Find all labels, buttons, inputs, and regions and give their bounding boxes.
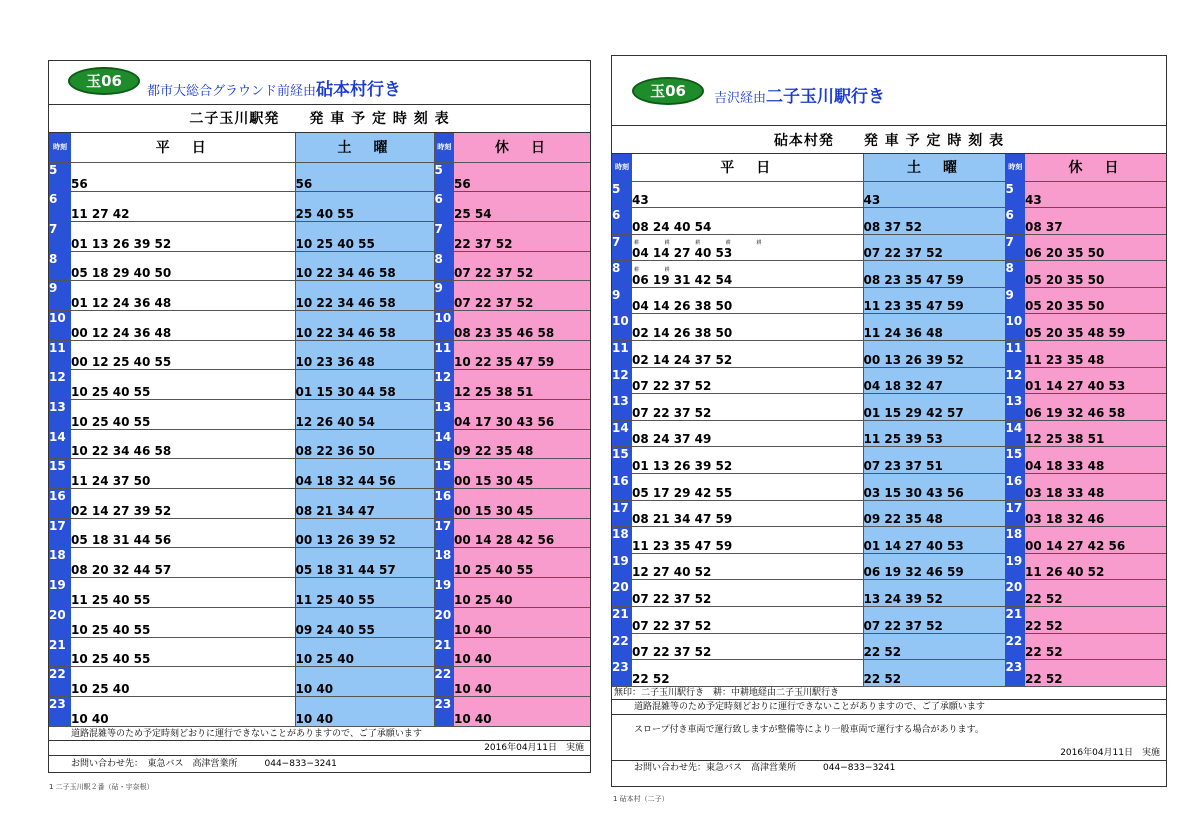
table-row <box>612 181 1166 208</box>
saturday-minutes: 11 25 40 55 <box>295 578 434 608</box>
hour-cell: 9 <box>612 287 632 314</box>
hour-cell: 9 <box>49 281 71 311</box>
hour-cell: 23 <box>49 696 71 726</box>
hour-cell: 11 <box>434 340 454 370</box>
saturday-minutes: 12 26 40 54 <box>295 400 434 430</box>
hour-cell: 18 <box>1005 527 1025 554</box>
hour-header: 時刻 <box>612 154 632 181</box>
hour-cell: 15 <box>434 459 454 489</box>
hour-cell: 7 <box>49 221 71 251</box>
holiday-minutes: 12 25 38 51 <box>454 370 590 400</box>
table-row <box>612 367 1166 394</box>
weekday-minutes: 08 24 37 49 <box>632 420 863 447</box>
holiday-minutes: 05 20 35 50 <box>1025 261 1166 288</box>
holiday-minutes: 00 14 28 42 56 <box>454 518 590 548</box>
weekday-minutes: 11 27 42 <box>71 192 295 222</box>
holiday-minutes: 22 52 <box>1025 607 1166 634</box>
route-badge: 玉06 <box>68 67 140 95</box>
hour-cell: 16 <box>1005 474 1025 501</box>
table-row <box>612 420 1166 447</box>
holiday-minutes: 01 14 27 40 53 <box>1025 367 1166 394</box>
delay-note: 道路混雑等のため予定時刻どおりに運行できないことがありますので、ご了承願います <box>612 700 1166 715</box>
table-row <box>49 607 590 637</box>
effective-date: 2016年04月11日 実施 <box>612 745 1166 761</box>
delay-note: 道路混雑等のため予定時刻どおりに運行できないことがありますので、ご了承願います <box>49 727 590 741</box>
hour-cell: 19 <box>1005 553 1025 580</box>
table-row <box>612 580 1166 607</box>
hour-cell: 20 <box>434 607 454 637</box>
saturday-minutes: 10 25 40 55 <box>295 221 434 251</box>
table-row <box>49 429 590 459</box>
saturday-minutes: 01 15 29 42 57 <box>863 394 1005 421</box>
holiday-minutes: 10 40 <box>454 637 590 667</box>
holiday-header: 休 日 <box>1025 154 1166 181</box>
weekday-minutes <box>632 261 863 288</box>
route-badge: 玉06 <box>632 77 704 105</box>
hour-cell: 13 <box>49 400 71 430</box>
hour-cell: 15 <box>1005 447 1025 474</box>
hour-cell: 12 <box>434 370 454 400</box>
saturday-minutes: 01 15 30 44 58 <box>295 370 434 400</box>
weekday-minutes: 07 22 37 52 <box>632 633 863 660</box>
saturday-minutes: 07 22 37 52 <box>863 234 1005 261</box>
hour-cell: 6 <box>434 192 454 222</box>
table-row <box>49 667 590 697</box>
holiday-minutes: 43 <box>1025 181 1166 208</box>
hour-cell: 18 <box>612 527 632 554</box>
hour-cell: 14 <box>434 429 454 459</box>
hour-cell: 5 <box>612 181 632 208</box>
contact-info: お問い合わせ先：東急バス 高津営業所 044−833−3241 <box>634 762 896 773</box>
holiday-minutes: 04 17 30 43 56 <box>454 400 590 430</box>
hour-cell: 19 <box>434 578 454 608</box>
weekday-minutes: 05 18 29 40 50 <box>71 251 295 281</box>
timetable-subtitle: 二子玉川駅発 発 車 予 定 時 刻 表 <box>49 105 590 133</box>
saturday-minutes: 07 23 37 51 <box>863 447 1005 474</box>
table-row <box>612 660 1166 687</box>
holiday-minutes: 05 20 35 48 59 <box>1025 314 1166 341</box>
effective-date: 2016年04月11日 実施 <box>49 741 590 756</box>
via-mark: 耕 耕 <box>634 266 682 273</box>
holiday-minutes: 10 40 <box>454 607 590 637</box>
weekday-minutes: 10 25 40 55 <box>71 637 295 667</box>
route-title-bar <box>612 56 1166 126</box>
weekday-minutes: 10 22 34 46 58 <box>71 429 295 459</box>
timetable-grid <box>612 154 1166 687</box>
table-row <box>49 459 590 489</box>
hour-cell: 22 <box>612 633 632 660</box>
holiday-minutes: 00 15 30 45 <box>454 459 590 489</box>
hour-cell: 9 <box>434 281 454 311</box>
hour-cell: 6 <box>612 208 632 235</box>
route-via: 都市大総合グラウンド前経由 <box>147 84 317 99</box>
saturday-minutes: 11 25 39 53 <box>863 420 1005 447</box>
route-via: 吉沢経由 <box>714 91 767 106</box>
saturday-minutes: 08 37 52 <box>863 208 1005 235</box>
weekday-minutes: 11 24 37 50 <box>71 459 295 489</box>
weekday-minutes: 08 21 34 47 59 <box>632 500 863 527</box>
hour-cell: 9 <box>1005 287 1025 314</box>
hour-cell: 8 <box>49 251 71 281</box>
timetable-subtitle: 砧本村発 発 車 予 定 時 刻 表 <box>612 126 1166 154</box>
table-row <box>612 500 1166 527</box>
weekday-minutes: 22 52 <box>632 660 863 687</box>
table-row <box>49 281 590 311</box>
weekday-minutes: 10 40 <box>71 696 295 726</box>
holiday-minutes: 10 25 40 55 <box>454 548 590 578</box>
hour-header: 時刻 <box>1005 154 1025 181</box>
hour-cell: 21 <box>612 607 632 634</box>
saturday-minutes: 03 15 30 43 56 <box>863 474 1005 501</box>
hour-cell: 13 <box>612 394 632 421</box>
holiday-minutes: 10 22 35 47 59 <box>454 340 590 370</box>
weekday-minutes: 10 25 40 55 <box>71 370 295 400</box>
table-row <box>612 474 1166 501</box>
hour-cell: 7 <box>434 221 454 251</box>
saturday-minutes: 10 22 34 46 58 <box>295 251 434 281</box>
hour-cell: 19 <box>49 578 71 608</box>
weekday-minutes: 07 22 37 52 <box>632 394 863 421</box>
table-row <box>49 696 590 726</box>
hour-cell: 12 <box>49 370 71 400</box>
hour-cell: 23 <box>1005 660 1025 687</box>
holiday-minutes: 12 25 38 51 <box>1025 420 1166 447</box>
holiday-minutes: 06 19 32 46 58 <box>1025 394 1166 421</box>
hour-cell: 20 <box>49 607 71 637</box>
hour-cell: 23 <box>434 696 454 726</box>
holiday-minutes: 08 37 <box>1025 208 1166 235</box>
weekday-minutes: 11 25 40 55 <box>71 578 295 608</box>
holiday-minutes: 00 15 30 45 <box>454 489 590 519</box>
holiday-minutes: 22 37 52 <box>454 221 590 251</box>
saturday-minutes: 05 18 31 44 57 <box>295 548 434 578</box>
route-destination: 砧本村行き <box>316 80 402 100</box>
hour-cell: 12 <box>1005 367 1025 394</box>
hour-cell: 5 <box>434 162 454 192</box>
saturday-minutes: 06 19 32 46 59 <box>863 553 1005 580</box>
holiday-minutes: 03 18 33 48 <box>1025 474 1166 501</box>
saturday-minutes: 25 40 55 <box>295 192 434 222</box>
hour-cell: 13 <box>1005 394 1025 421</box>
hour-cell: 18 <box>434 548 454 578</box>
table-row <box>612 314 1166 341</box>
table-row <box>49 637 590 667</box>
saturday-minutes: 08 22 36 50 <box>295 429 434 459</box>
weekday-minutes-text: 04 14 27 40 53 <box>632 246 733 261</box>
table-row <box>612 341 1166 368</box>
saturday-minutes: 00 13 26 39 52 <box>863 341 1005 368</box>
hour-cell: 16 <box>434 489 454 519</box>
weekday-header: 平 日 <box>71 133 295 162</box>
holiday-minutes: 56 <box>454 162 590 192</box>
hour-cell: 6 <box>1005 208 1025 235</box>
table-row <box>49 548 590 578</box>
table-row <box>49 489 590 519</box>
table-row <box>49 221 590 251</box>
hour-cell: 11 <box>1005 341 1025 368</box>
holiday-minutes: 22 52 <box>1025 580 1166 607</box>
page-label: 1 砧本村（二子） <box>613 795 669 803</box>
saturday-minutes: 04 18 32 47 <box>863 367 1005 394</box>
hour-cell: 14 <box>612 420 632 447</box>
holiday-minutes: 10 25 40 <box>454 578 590 608</box>
weekday-minutes: 10 25 40 55 <box>71 607 295 637</box>
legend-note: 無印：二子玉川駅行き 耕：中耕地経由二子玉川駅行き <box>612 687 1166 700</box>
hour-cell: 10 <box>1005 314 1025 341</box>
hour-cell: 20 <box>1005 580 1025 607</box>
holiday-minutes: 04 18 33 48 <box>1025 447 1166 474</box>
hour-cell: 21 <box>49 637 71 667</box>
weekday-minutes: 07 22 37 52 <box>632 607 863 634</box>
table-row <box>49 370 590 400</box>
weekday-minutes: 08 24 40 54 <box>632 208 863 235</box>
hour-cell: 5 <box>1005 181 1025 208</box>
hour-cell: 21 <box>1005 607 1025 634</box>
saturday-minutes: 10 22 34 46 58 <box>295 310 434 340</box>
table-row <box>49 192 590 222</box>
holiday-minutes: 25 54 <box>454 192 590 222</box>
saturday-minutes: 56 <box>295 162 434 192</box>
hour-cell: 22 <box>49 667 71 697</box>
hour-cell: 7 <box>612 234 632 261</box>
table-row <box>612 234 1166 261</box>
holiday-minutes: 07 22 37 52 <box>454 251 590 281</box>
hour-cell: 10 <box>612 314 632 341</box>
hour-cell: 17 <box>49 518 71 548</box>
route-heading <box>147 75 401 100</box>
hour-cell: 17 <box>434 518 454 548</box>
hour-cell: 12 <box>612 367 632 394</box>
hour-cell: 19 <box>612 553 632 580</box>
hour-cell: 22 <box>434 667 454 697</box>
weekday-minutes: 00 12 24 36 48 <box>71 310 295 340</box>
weekday-minutes: 01 12 24 36 48 <box>71 281 295 311</box>
saturday-minutes: 09 22 35 48 <box>863 500 1005 527</box>
weekday-minutes-text: 06 19 31 42 54 <box>632 272 733 287</box>
hour-cell: 13 <box>434 400 454 430</box>
timetable-kinutahonmura <box>611 55 1167 787</box>
hour-cell: 23 <box>612 660 632 687</box>
table-row <box>612 607 1166 634</box>
holiday-minutes: 05 20 35 50 <box>1025 287 1166 314</box>
slope-vehicle-notice: スロープ付き車両で運行致しますが整備等により一般車両で運行する場合があります。 <box>634 724 984 735</box>
saturday-minutes: 10 22 34 46 58 <box>295 281 434 311</box>
table-row <box>612 447 1166 474</box>
table-row <box>612 553 1166 580</box>
hour-cell: 22 <box>1005 633 1025 660</box>
timetable-futakotamagawa <box>48 60 591 773</box>
table-row <box>49 251 590 281</box>
table-row <box>49 310 590 340</box>
table-row <box>49 400 590 430</box>
holiday-minutes: 10 40 <box>454 667 590 697</box>
weekday-minutes: 10 25 40 55 <box>71 400 295 430</box>
weekday-minutes: 05 17 29 42 55 <box>632 474 863 501</box>
hour-header: 時刻 <box>434 133 454 162</box>
saturday-minutes: 10 40 <box>295 696 434 726</box>
table-row <box>612 287 1166 314</box>
hour-cell: 8 <box>612 261 632 288</box>
hour-cell: 20 <box>612 580 632 607</box>
holiday-minutes: 11 26 40 52 <box>1025 553 1166 580</box>
holiday-minutes: 07 22 37 52 <box>454 281 590 311</box>
timetable-grid <box>49 133 590 727</box>
weekday-minutes: 04 14 26 38 50 <box>632 287 863 314</box>
hour-header: 時刻 <box>49 133 71 162</box>
hour-cell: 10 <box>49 310 71 340</box>
table-row <box>49 340 590 370</box>
holiday-header: 休 日 <box>454 133 590 162</box>
hour-cell: 11 <box>612 341 632 368</box>
holiday-minutes: 08 23 35 46 58 <box>454 310 590 340</box>
holiday-minutes: 22 52 <box>1025 660 1166 687</box>
table-row <box>49 578 590 608</box>
weekday-header: 平 日 <box>632 154 863 181</box>
hour-cell: 5 <box>49 162 71 192</box>
page-label: 1 二子玉川駅２番（砧・宇奈根） <box>49 783 154 791</box>
holiday-minutes: 03 18 32 46 <box>1025 500 1166 527</box>
table-row <box>612 261 1166 288</box>
table-row <box>49 162 590 192</box>
hour-cell: 14 <box>1005 420 1025 447</box>
saturday-minutes: 10 25 40 <box>295 637 434 667</box>
hour-cell: 14 <box>49 429 71 459</box>
saturday-minutes: 04 18 32 44 56 <box>295 459 434 489</box>
saturday-minutes: 11 23 35 47 59 <box>863 287 1005 314</box>
hour-cell: 21 <box>434 637 454 667</box>
weekday-minutes: 10 25 40 <box>71 667 295 697</box>
table-row <box>612 394 1166 421</box>
holiday-minutes: 09 22 35 48 <box>454 429 590 459</box>
holiday-minutes: 11 23 35 48 <box>1025 341 1166 368</box>
weekday-minutes: 56 <box>71 162 295 192</box>
saturday-minutes: 10 23 36 48 <box>295 340 434 370</box>
table-row <box>612 633 1166 660</box>
hour-cell: 11 <box>49 340 71 370</box>
weekday-minutes: 01 13 26 39 52 <box>632 447 863 474</box>
table-row <box>612 208 1166 235</box>
weekday-minutes: 07 22 37 52 <box>632 367 863 394</box>
holiday-minutes: 22 52 <box>1025 633 1166 660</box>
holiday-minutes: 00 14 27 42 56 <box>1025 527 1166 554</box>
weekday-minutes <box>632 234 863 261</box>
holiday-minutes: 10 40 <box>454 696 590 726</box>
table-row <box>612 527 1166 554</box>
hour-cell: 15 <box>49 459 71 489</box>
hour-cell: 18 <box>49 548 71 578</box>
weekday-minutes: 11 23 35 47 59 <box>632 527 863 554</box>
saturday-minutes: 43 <box>863 181 1005 208</box>
weekday-minutes: 07 22 37 52 <box>632 580 863 607</box>
weekday-minutes: 43 <box>632 181 863 208</box>
hour-cell: 10 <box>434 310 454 340</box>
weekday-minutes: 05 18 31 44 56 <box>71 518 295 548</box>
via-mark: 耕 耕 耕 耕 耕 <box>634 240 774 247</box>
saturday-minutes: 00 13 26 39 52 <box>295 518 434 548</box>
saturday-minutes: 10 40 <box>295 667 434 697</box>
hour-cell: 8 <box>1005 261 1025 288</box>
weekday-minutes: 02 14 27 39 52 <box>71 489 295 519</box>
hour-cell: 8 <box>434 251 454 281</box>
route-title-bar <box>49 61 590 105</box>
saturday-minutes: 01 14 27 40 53 <box>863 527 1005 554</box>
hour-cell: 15 <box>612 447 632 474</box>
hour-cell: 6 <box>49 192 71 222</box>
hour-cell: 16 <box>612 474 632 501</box>
weekday-minutes: 00 12 25 40 55 <box>71 340 295 370</box>
hour-cell: 7 <box>1005 234 1025 261</box>
holiday-minutes: 06 20 35 50 <box>1025 234 1166 261</box>
weekday-minutes: 12 27 40 52 <box>632 553 863 580</box>
saturday-minutes: 08 21 34 47 <box>295 489 434 519</box>
weekday-minutes: 01 13 26 39 52 <box>71 221 295 251</box>
route-heading <box>714 82 885 107</box>
hour-cell: 16 <box>49 489 71 519</box>
saturday-minutes: 07 22 37 52 <box>863 607 1005 634</box>
saturday-header: 土 曜 <box>295 133 434 162</box>
saturday-minutes: 11 24 36 48 <box>863 314 1005 341</box>
saturday-minutes: 22 52 <box>863 660 1005 687</box>
saturday-minutes: 22 52 <box>863 633 1005 660</box>
weekday-minutes: 08 20 32 44 57 <box>71 548 295 578</box>
saturday-minutes: 09 24 40 55 <box>295 607 434 637</box>
route-destination: 二子玉川駅行き <box>766 87 886 107</box>
table-row <box>49 518 590 548</box>
hour-cell: 17 <box>1005 500 1025 527</box>
weekday-minutes: 02 14 26 38 50 <box>632 314 863 341</box>
weekday-minutes: 02 14 24 37 52 <box>632 341 863 368</box>
saturday-minutes: 08 23 35 47 59 <box>863 261 1005 288</box>
contact-info: お問い合わせ先： 東急バス 高津営業所 044−833−3241 <box>71 758 337 769</box>
hour-cell: 17 <box>612 500 632 527</box>
saturday-minutes: 13 24 39 52 <box>863 580 1005 607</box>
saturday-header: 土 曜 <box>863 154 1005 181</box>
